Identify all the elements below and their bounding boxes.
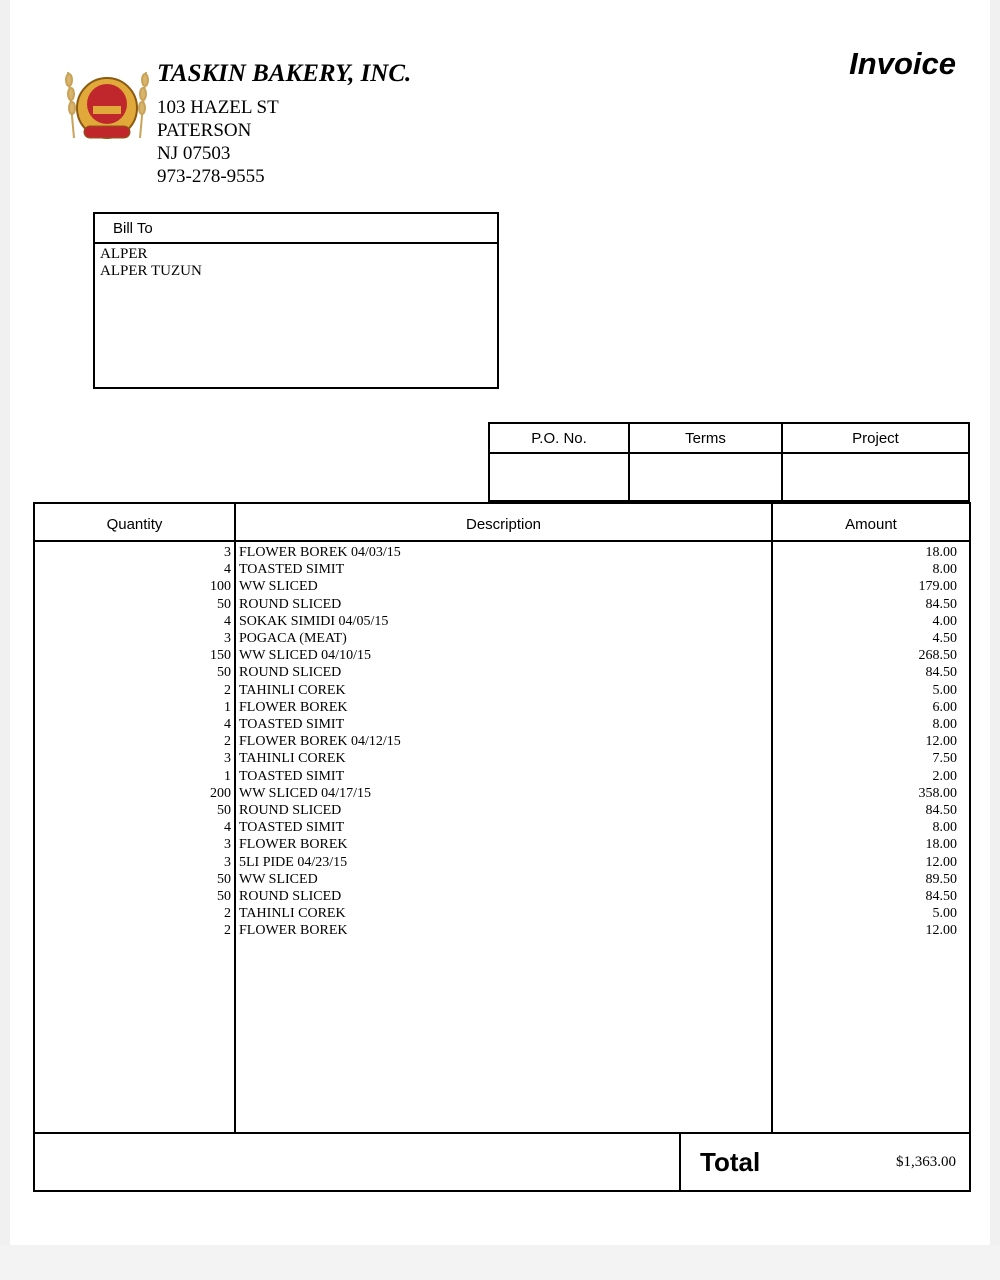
- table-row: [35, 768, 969, 785]
- table-row: [35, 544, 969, 561]
- description-cell: FLOWER BOREK: [239, 699, 348, 715]
- amount-cell: 4.50: [932, 631, 957, 646]
- description-cell: SOKAK SIMIDI 04/05/15: [239, 613, 389, 629]
- amount-cell: 84.50: [925, 889, 957, 904]
- total-divider: [35, 1132, 969, 1134]
- quantity-cell: 3: [224, 854, 231, 870]
- table-row: [35, 596, 969, 613]
- line-items-table: [33, 502, 971, 1192]
- table-row: [35, 561, 969, 578]
- table-row: [35, 836, 969, 853]
- table-row: [35, 819, 969, 836]
- description-cell: 5LI PIDE 04/23/15: [239, 854, 348, 870]
- quantity-header: Quantity: [106, 516, 163, 533]
- quantity-cell: 2: [224, 923, 231, 939]
- page-edge-left: [0, 0, 10, 1280]
- quantity-cell: 4: [224, 613, 231, 629]
- page-edge-bottom: [0, 1245, 1000, 1280]
- description-cell: WW SLICED 04/17/15: [239, 785, 371, 801]
- amount-cell: 5.00: [932, 682, 957, 698]
- bill-to-header: [95, 214, 497, 244]
- amount-cell: 12.00: [925, 923, 957, 939]
- quantity-cell: 50: [217, 665, 231, 681]
- description-cell: ROUND SLICED: [239, 803, 342, 818]
- amount-cell: 89.50: [925, 871, 957, 887]
- company-city: PATERSON: [157, 120, 252, 141]
- description-cell: ROUND SLICED: [239, 889, 342, 904]
- total-value: $1,363.00: [896, 1154, 956, 1170]
- description-cell: TAHINLI COREK: [239, 906, 346, 922]
- quantity-cell: 1: [224, 768, 231, 784]
- amount-cell: 18.00: [925, 545, 957, 560]
- amount-cell: 84.50: [925, 803, 957, 818]
- table-row: [35, 922, 969, 939]
- description-cell: TOASTED SIMIT: [239, 768, 345, 784]
- description-cell: ROUND SLICED: [239, 596, 342, 612]
- description-cell: POGACA (MEAT): [239, 631, 347, 646]
- header-divider: [35, 540, 969, 542]
- amount-cell: 84.50: [925, 665, 957, 681]
- amount-cell: 8.00: [932, 562, 957, 578]
- table-row: [35, 664, 969, 681]
- table-row: [35, 578, 969, 595]
- amount-cell: 179.00: [918, 579, 957, 595]
- table-row: [35, 733, 969, 750]
- quantity-cell: 4: [224, 820, 231, 836]
- document-title: Invoice: [849, 46, 956, 81]
- total-column-divider: [679, 1132, 681, 1190]
- company-phone: 973-278-9555: [157, 166, 265, 187]
- quantity-cell: 150: [210, 648, 231, 664]
- table-row: [35, 613, 969, 630]
- amount-cell: 12.00: [925, 854, 957, 870]
- table-row: [35, 716, 969, 733]
- bill-to-box: [93, 212, 499, 389]
- quantity-cell: 2: [224, 906, 231, 922]
- quantity-cell: 4: [224, 717, 231, 732]
- quantity-cell: 1: [224, 699, 231, 715]
- amount-cell: 5.00: [932, 906, 957, 922]
- terms-header: Terms: [685, 430, 726, 447]
- po-number-header: P.O. No.: [531, 430, 587, 447]
- quantity-cell: 50: [217, 596, 231, 612]
- description-cell: TOASTED SIMIT: [239, 820, 345, 836]
- description-cell: TOASTED SIMIT: [239, 717, 345, 732]
- quantity-cell: 3: [224, 837, 231, 853]
- company-logo: [64, 58, 150, 150]
- project-header: Project: [852, 430, 899, 447]
- description-cell: FLOWER BOREK: [239, 837, 348, 853]
- table-row: [35, 802, 969, 819]
- table-row: [35, 699, 969, 716]
- description-cell: WW SLICED: [239, 579, 318, 595]
- quantity-cell: 4: [224, 562, 231, 578]
- description-cell: FLOWER BOREK: [239, 923, 348, 939]
- amount-cell: 358.00: [918, 785, 957, 801]
- total-label: Total: [700, 1147, 761, 1177]
- page-edge-right: [990, 0, 1000, 1280]
- quantity-cell: 3: [224, 631, 231, 646]
- table-row: [35, 854, 969, 871]
- table-row: [35, 785, 969, 802]
- amount-cell: 6.00: [932, 699, 957, 715]
- table-row: [35, 871, 969, 888]
- description-header: Description: [465, 516, 542, 533]
- amount-cell: 84.50: [925, 596, 957, 612]
- company-state-zip: NJ 07503: [157, 143, 231, 164]
- quantity-cell: 3: [224, 545, 231, 560]
- table-row: [35, 905, 969, 922]
- amount-cell: 7.50: [932, 751, 957, 767]
- bill-to-line: ALPER TUZUN: [100, 263, 202, 279]
- description-cell: WW SLICED 04/10/15: [239, 648, 371, 664]
- amount-cell: 268.50: [918, 648, 957, 664]
- quantity-cell: 2: [224, 682, 231, 698]
- quantity-cell: 50: [217, 803, 231, 818]
- quantity-cell: 2: [224, 734, 231, 750]
- company-street: 103 HAZEL ST: [157, 97, 279, 118]
- table-row: [35, 888, 969, 905]
- amount-cell: 8.00: [932, 820, 957, 836]
- description-cell: FLOWER BOREK 04/03/15: [239, 545, 401, 560]
- table-row: [35, 630, 969, 647]
- amount-cell: 2.00: [932, 768, 957, 784]
- bill-to-label: Bill To: [113, 220, 153, 237]
- description-cell: TAHINLI COREK: [239, 682, 346, 698]
- table-row: [35, 682, 969, 699]
- quantity-cell: 50: [217, 889, 231, 904]
- amount-cell: 4.00: [932, 613, 957, 629]
- bill-to-line: ALPER: [100, 246, 148, 262]
- quantity-cell: 200: [210, 785, 231, 801]
- company-name: TASKIN BAKERY, INC.: [157, 60, 412, 87]
- meta-divider: [490, 452, 968, 454]
- description-cell: ROUND SLICED: [239, 665, 342, 681]
- table-row: [35, 750, 969, 767]
- description-cell: FLOWER BOREK 04/12/15: [239, 734, 401, 750]
- amount-cell: 18.00: [925, 837, 957, 853]
- quantity-cell: 3: [224, 751, 231, 767]
- quantity-cell: 100: [210, 579, 231, 595]
- description-cell: WW SLICED: [239, 871, 318, 887]
- description-cell: TOASTED SIMIT: [239, 562, 345, 578]
- po-terms-project-table: [488, 422, 970, 502]
- amount-cell: 8.00: [932, 717, 957, 732]
- quantity-cell: 50: [217, 871, 231, 887]
- table-row: [35, 647, 969, 664]
- amount-header: Amount: [845, 516, 897, 533]
- amount-cell: 12.00: [925, 734, 957, 750]
- description-cell: TAHINLI COREK: [239, 751, 346, 767]
